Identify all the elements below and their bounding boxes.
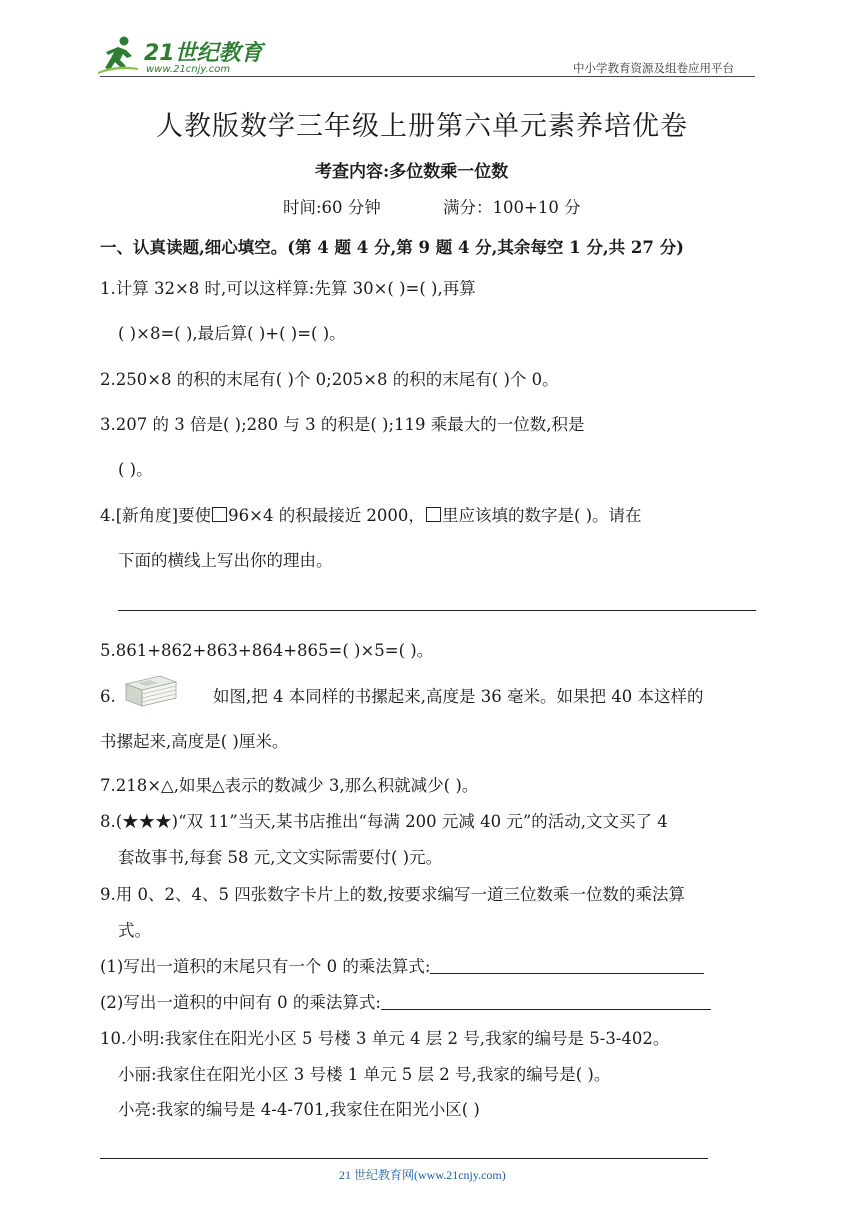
blank-box-icon: [212, 507, 227, 522]
question-1-line-2: ( )×8=( ),最后算( )+( )=( )。: [118, 324, 346, 343]
question-9-sub-1: [100, 956, 704, 978]
footer-text: 21 世纪教育网(www.21cnjy.com): [339, 1168, 506, 1182]
answer-blank[interactable]: [381, 993, 711, 1010]
question-9-line-1: 9.用 0、2、4、5 四张数字卡片上的数,按要求编写一道三位数乘一位数的乘法算: [100, 885, 685, 904]
question-9-sub-2: [100, 992, 711, 1014]
question-4-middle: 96×4 的积最接近 2000，: [228, 506, 425, 525]
answer-line[interactable]: [118, 610, 756, 611]
question-7: 7.218×△,如果△表示的数减少 3,那么积就减少( )。: [100, 776, 479, 795]
question-2: 2.250×8 的积的末尾有( )个 0;205×8 的积的末尾有( )个 0。: [100, 370, 559, 389]
answer-blank[interactable]: [430, 957, 704, 974]
question-8-line-2: 套故事书,每套 58 元,文文实际需要付( )元。: [118, 848, 443, 867]
question-10-line-1: 10.小明:我家住在阳光小区 5 号楼 3 单元 4 层 2 号,我家的编号是 5-3-402。: [100, 1029, 670, 1048]
question-10-line-2: 小丽:我家住在阳光小区 3 号楼 1 单元 5 层 2 号,我家的编号是( )。: [118, 1065, 611, 1084]
exam-time: 时间:60 分钟: [283, 198, 381, 217]
question-3-line-2: ( )。: [118, 460, 153, 479]
question-9-line-2: 式。: [118, 921, 151, 940]
blank-box-icon: [426, 507, 441, 522]
page-title: 人教版数学三年级上册第六单元素养培优卷: [156, 111, 688, 142]
logo: [96, 34, 263, 76]
logo-text: 21世纪教育: [144, 41, 263, 66]
question-8-line-1: 8.(★★★)“双 11”当天,某书店推出“每满 200 元减 40 元”的活动,文文买了 4: [100, 812, 668, 831]
runner-logo-icon: [96, 34, 140, 76]
question-4-prefix: 4.[新角度]要使: [100, 506, 212, 525]
logo-url: www.21cnjy.com: [146, 64, 231, 75]
section-heading: 一、认真读题,细心填空。(第 4 题 4 分,第 9 题 4 分,其余每空 1 分,共 27 分): [100, 238, 684, 257]
header-divider: [100, 76, 755, 77]
question-6-line-1: 如图,把 4 本同样的书摞起来,高度是 36 毫米。如果把 40 本这样的: [213, 687, 704, 706]
platform-name: 中小学教育资源及组卷应用平台: [573, 61, 734, 75]
book-stack-image: [120, 672, 178, 710]
exam-score: 满分：100+10 分: [443, 198, 581, 217]
question-6-number: 6.: [100, 687, 116, 706]
question-10-line-3: 小亮:我家的编号是 4-4-701,我家住在阳光小区( ): [118, 1100, 480, 1119]
question-5: 5.861+862+863+864+865=( )×5=( )。: [100, 641, 434, 660]
question-6-line-2: 书摞起来,高度是( )厘米。: [100, 732, 289, 751]
question-4-suffix: 里应该填的数字是( )。请在: [441, 506, 642, 525]
question-1-line-1: 1.计算 32×8 时,可以这样算:先算 30×( )=( ),再算: [100, 279, 476, 298]
book-stack-icon: [120, 672, 178, 710]
question-9-sub-1-text: (1)写出一道积的末尾只有一个 0 的乘法算式:: [100, 957, 431, 976]
question-9-sub-2-text: (2)写出一道积的中间有 0 的乘法算式:: [100, 993, 381, 1012]
footer-divider: [100, 1158, 708, 1159]
page-subtitle: 考查内容:多位数乘一位数: [315, 162, 509, 182]
question-4-line-1: [100, 505, 642, 527]
question-4-line-2: 下面的横线上写出你的理由。: [118, 551, 333, 570]
question-3-line-1: 3.207 的 3 倍是( );280 与 3 的积是( );119 乘最大的一位数,积是: [100, 415, 585, 434]
